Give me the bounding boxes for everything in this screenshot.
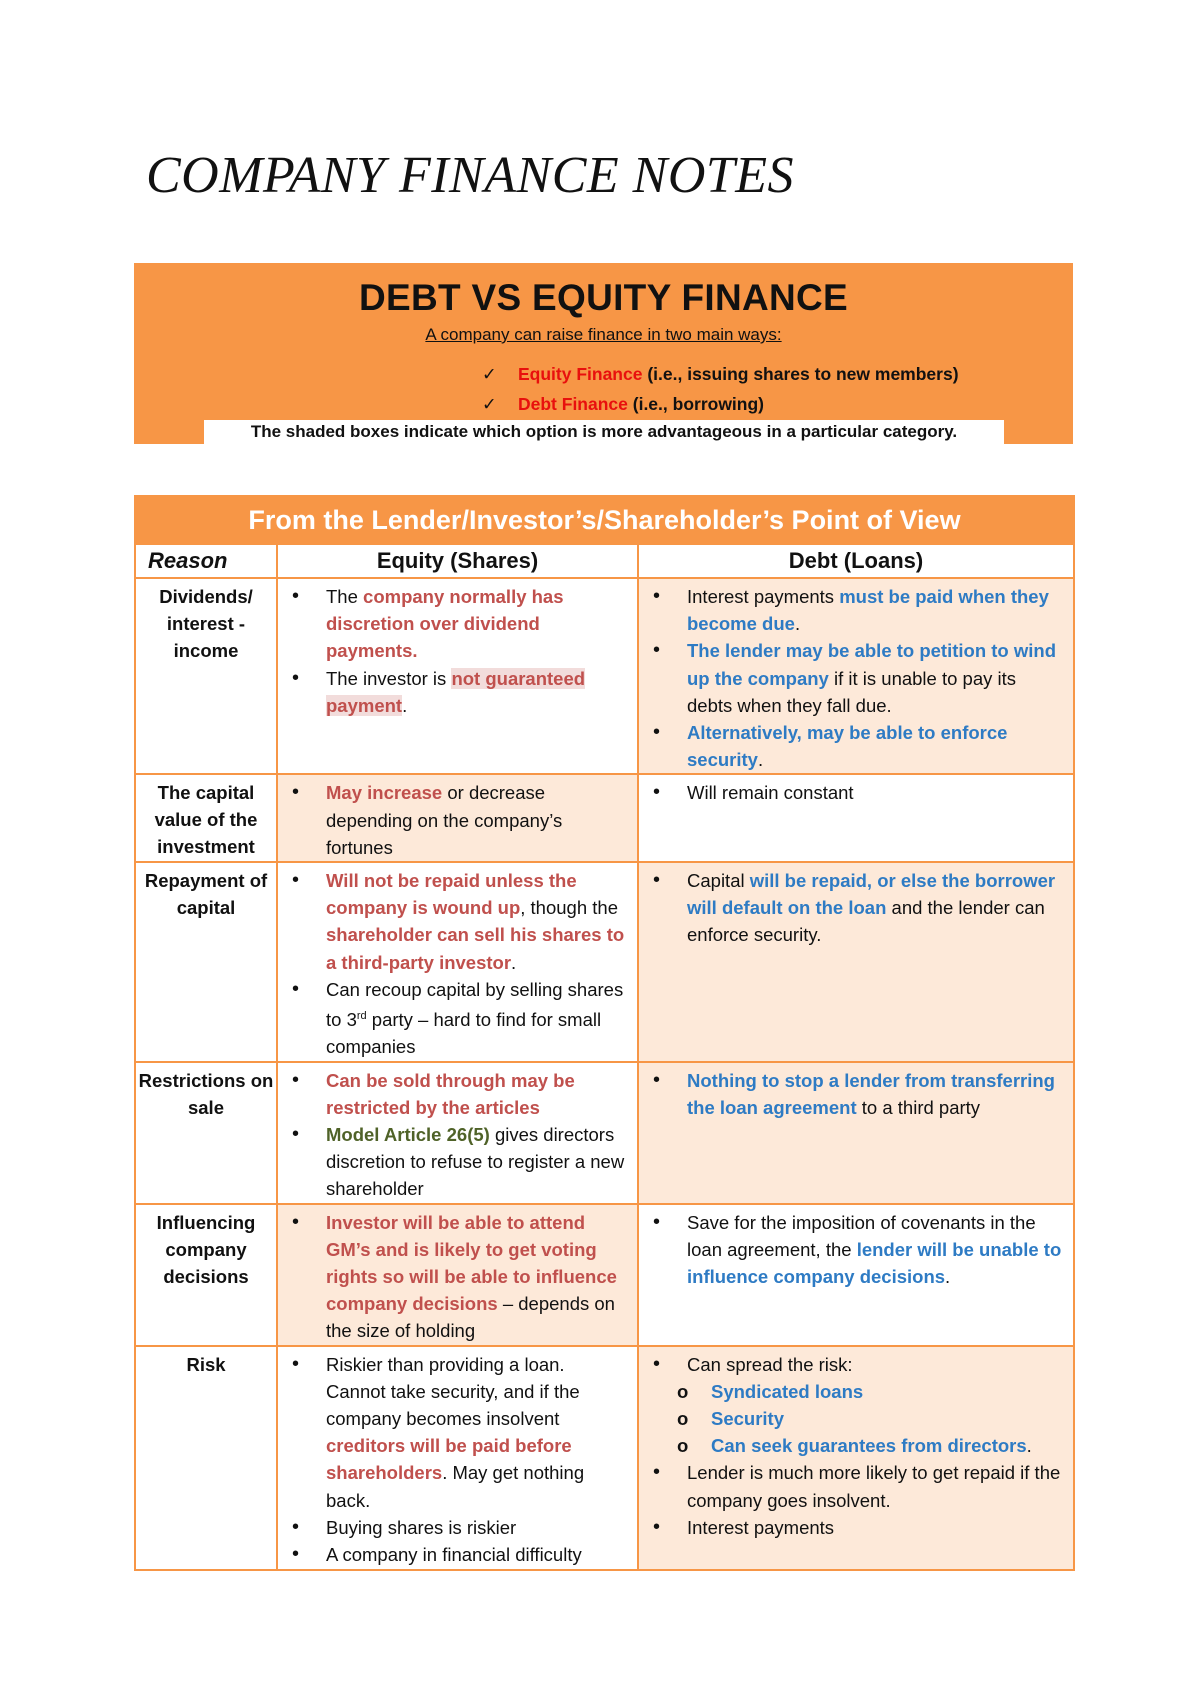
reason-label: Influencing company decisions <box>135 1204 277 1346</box>
intro-heading: DEBT VS EQUITY FINANCE <box>358 277 849 318</box>
option-name: Equity Finance <box>518 364 643 384</box>
checkmark-icon: ✓ <box>482 394 497 414</box>
table-row <box>135 1346 1074 1570</box>
list-item: • A company in financial difficulty <box>326 1541 629 1568</box>
equity-cell <box>277 1346 638 1570</box>
equity-cell <box>277 1204 638 1346</box>
option-description: (i.e., issuing shares to new members) <box>642 364 959 384</box>
reason-label: Restrictions on sale <box>135 1062 277 1204</box>
comparison-table <box>134 495 1075 1571</box>
debt-cell <box>638 1346 1074 1570</box>
table-row <box>135 1204 1074 1346</box>
debt-cell <box>638 578 1074 774</box>
list-item: • Save for the imposition of covenants in the loan agreement, the lender will be unable to influence company decisions. <box>687 1209 1065 1291</box>
equity-cell <box>277 578 638 774</box>
reason-label: Repayment of capital <box>135 862 277 1062</box>
option-name: Debt Finance <box>518 394 628 414</box>
intro-lead: A company can raise finance in two main ways: <box>425 325 782 344</box>
list-item: • Interest payments must be paid when they become due. <box>687 583 1065 637</box>
list-item: • Investor will be able to attend GM’s and is likely to get voting rights so will be able to influence company decisions – depends on the size of holding <box>326 1209 629 1345</box>
reason-label: Risk <box>135 1346 277 1570</box>
reason-label: The capital value of the investment <box>135 774 277 862</box>
list-item: • Riskier than providing a loan. Cannot take security, and if the company becomes insolvent creditors will be paid before shareholders. May get nothing back. <box>326 1351 629 1514</box>
shading-note: The shaded boxes indicate which option is more advantageous in a particular category. <box>204 420 1004 444</box>
option-description: (i.e., borrowing) <box>627 394 764 414</box>
list-item: • Alternatively, may be able to enforce security. <box>687 719 1065 773</box>
list-item: • Can spread the risk: o Syndicated loans o Security o Can seek guarantees from directors. <box>687 1351 1065 1460</box>
debt-cell <box>638 862 1074 1062</box>
sub-list-item: o Security <box>711 1405 1065 1432</box>
debt-cell <box>638 1204 1074 1346</box>
debt-cell <box>638 1062 1074 1204</box>
list-item: • Can recoup capital by selling shares to 3rd party – hard to find for small companies <box>326 976 629 1061</box>
sub-list-item: o Syndicated loans <box>711 1378 1065 1405</box>
equity-cell <box>277 862 638 1062</box>
finance-options-list <box>482 359 959 419</box>
checkmark-icon: ✓ <box>482 364 497 384</box>
equity-cell <box>277 774 638 862</box>
column-header-equity: Equity (Shares) <box>277 544 638 578</box>
list-item <box>482 389 959 419</box>
intro-box <box>134 263 1073 444</box>
table-title: From the Lender/Investor’s/Shareholder’s Point of View <box>135 496 1074 544</box>
table-row <box>135 774 1074 862</box>
list-item: • May increase or decrease depending on the company’s fortunes <box>326 779 629 861</box>
list-item: • Lender is much more likely to get repaid if the company goes insolvent. <box>687 1459 1065 1513</box>
list-item: • Capital will be repaid, or else the borrower will default on the loan and the lender can enforce security. <box>687 867 1065 949</box>
debt-cell <box>638 774 1074 862</box>
table-row <box>135 578 1074 774</box>
list-item: • Can be sold through may be restricted by the articles <box>326 1067 629 1121</box>
sub-list-item: o Can seek guarantees from directors. <box>711 1432 1065 1459</box>
list-item: • Will remain constant <box>687 779 1065 806</box>
column-header-debt: Debt (Loans) <box>638 544 1074 578</box>
list-item: • Model Article 26(5) gives directors discretion to refuse to register a new shareholder <box>326 1121 629 1203</box>
list-item: • Nothing to stop a lender from transferring the loan agreement to a third party <box>687 1067 1065 1121</box>
list-item: • The lender may be able to petition to wind up the company if it is unable to pay its debts when they fall due. <box>687 637 1065 719</box>
list-item: • Buying shares is riskier <box>326 1514 629 1541</box>
table-row <box>135 1062 1074 1204</box>
list-item: • Will not be repaid unless the company is wound up, though the shareholder can sell his shares to a third-party investor. <box>326 867 629 976</box>
list-item <box>482 359 959 389</box>
table-row <box>135 862 1074 1062</box>
document-title: COMPANY FINANCE NOTES <box>146 147 795 204</box>
list-item: • The investor is not guaranteed payment. <box>326 665 629 719</box>
column-header-reason: Reason <box>135 544 277 578</box>
list-item: • The company normally has discretion over dividend payments. <box>326 583 629 665</box>
equity-cell <box>277 1062 638 1204</box>
reason-label: Dividends/ interest - income <box>135 578 277 774</box>
list-item: • Interest payments <box>687 1514 1065 1541</box>
